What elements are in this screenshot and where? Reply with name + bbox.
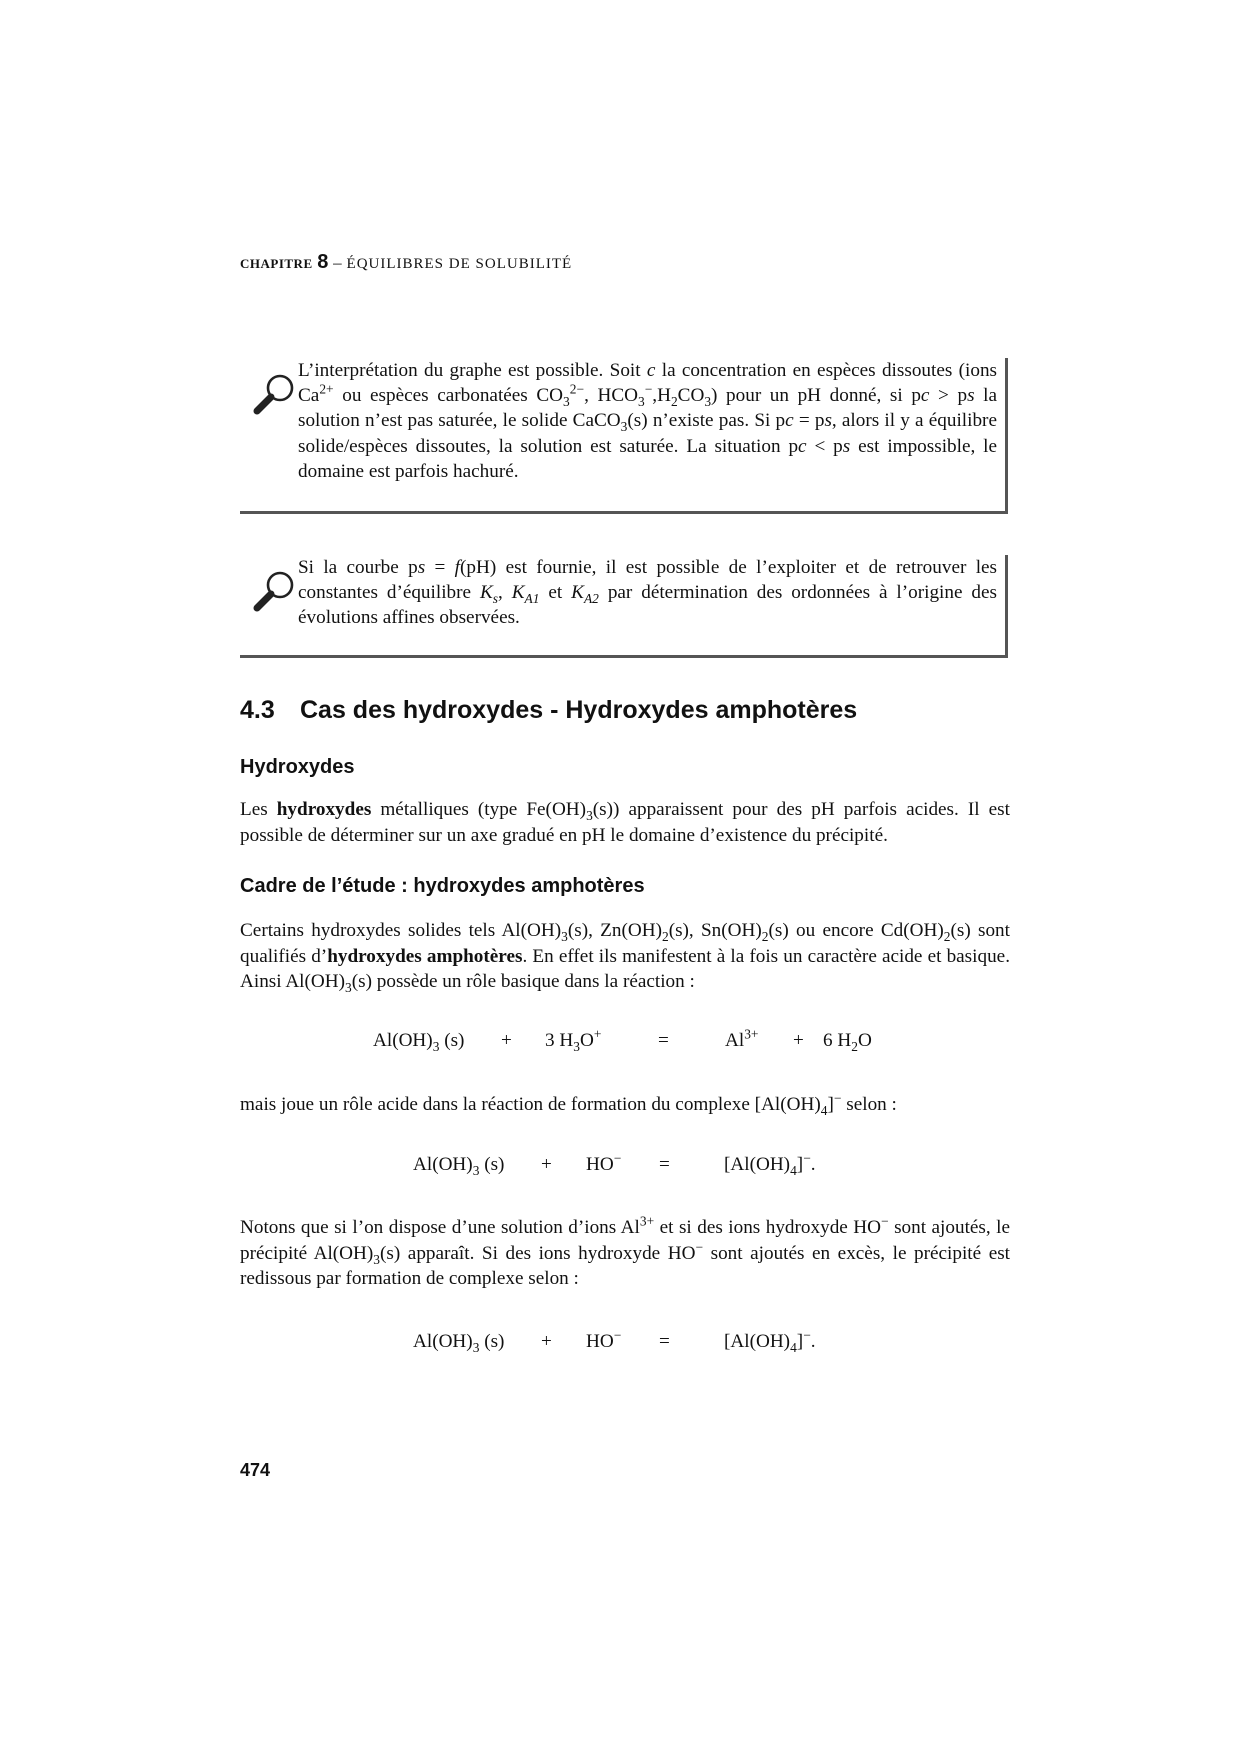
eq-plus: + <box>793 1030 804 1051</box>
paragraph-hydroxydes: Les hydroxydes métalliques (type $Fe(OH)_3(s)$) apparaissent pour des pH parfois acides. Il est possible de déterminer sur un axe gradué en pH le domaine d’existence du précipité. <box>240 799 1010 846</box>
eq-term-h3o: 3 $H_3O^+$ <box>545 1026 602 1054</box>
paragraph-amphoteres: Certains hydroxydes solides tels $Al(OH)_3(s)$, $Zn(OH)_2(s)$, $Sn(OH)_2(s)$ ou encore $Cd(OH)_2(s)$ sont qualifiés d’hydroxydes amphotères. En effet ils manifestent à la fois un caractère acide et basique. Ainsi $Al(OH)_3(s)$ possède un rôle basique dans la réaction : <box>240 920 1010 995</box>
eq-term-aloh3: $Al(OH)_3$ (s) <box>413 1154 505 1178</box>
eq-term-aloh4: $[Al(OH)_4]^-$. <box>724 1327 816 1355</box>
eq-plus: + <box>541 1331 552 1352</box>
page-number: 474 <box>240 1460 271 1480</box>
eq-term-ho: HO− <box>586 1150 622 1175</box>
magnifier-icon <box>252 569 296 613</box>
paragraph-precipitation: Notons que si l’on dispose d’une solution d’ions $Al^{3+}$ et si des ions hydroxyde HO− sont ajoutés, le précipité $Al(OH)_3(s)$ apparaît. Si des ions hydroxyde HO− sont ajoutés en excès, le précipité est redissous par formation de complexe selon : <box>240 1213 1011 1289</box>
running-head <box>240 251 572 274</box>
running-head-separator: – <box>328 253 347 272</box>
chapter-title: ÉQUILIBRES DE SOLUBILITÉ <box>346 256 573 272</box>
note-text: Si la courbe ps = f(pH) est fournie, il est possible de l’exploiter et de retrouver les constantes d’équilibre $K_s$, $K_{A1}$ et $K_{A2}$ par détermination des ordonnées à l’origine des évolutions affines observées. <box>298 557 998 629</box>
chapter-word: CHAPITRE <box>240 256 313 271</box>
eq-equals: = <box>658 1030 669 1051</box>
eq-term-al3: $Al^{3+}$ <box>725 1026 759 1051</box>
magnifier-icon <box>252 372 296 416</box>
note-box-ps-curve <box>240 555 1008 658</box>
chapter-number: 8 <box>317 251 329 273</box>
paragraph-acid-role: mais joue un rôle acide dans la réaction de formation du complexe $[Al(OH)_4]^-$ selon : <box>240 1090 897 1118</box>
note-box-graph-interpretation <box>240 358 1008 514</box>
subsection-heading-hydroxydes: Hydroxydes <box>240 756 355 778</box>
eq-plus: + <box>541 1154 552 1175</box>
subsection-heading-amphoteres: Cadre de l’étude : hydroxydes amphotères <box>240 875 645 897</box>
section-heading: 4.3 Cas des hydroxydes - Hydroxydes amphotères <box>240 696 858 724</box>
eq-term-aloh3: $Al(OH)_3$ (s) <box>373 1030 465 1054</box>
eq-term-h2o: 6 $H_2O$ <box>823 1030 872 1054</box>
eq-term-ho: HO− <box>586 1327 622 1352</box>
eq-equals: = <box>659 1154 670 1175</box>
page <box>240 0 1010 1754</box>
eq-plus: + <box>501 1030 512 1051</box>
eq-term-aloh4: $[Al(OH)_4]^-$. <box>724 1150 816 1178</box>
eq-term-aloh3: $Al(OH)_3$ (s) <box>413 1331 505 1355</box>
note-text: L’interprétation du graphe est possible. Soit c la concentration en espèces dissoutes (ions $Ca^{2+}$ ou espèces carbonatées $CO_3^{2-}$, $HCO_3^-,H_2CO_3$) pour un pH donné, si pc > ps la solution n’est pas saturée, le solide CaCO$_3$(s) n’existe pas. Si pc = ps, alors il y a équilibre solide/espèces dissoutes, la solution est saturée. La situation pc < ps est impossible, le domaine est parfois hachuré. <box>298 360 998 482</box>
eq-equals: = <box>659 1331 670 1352</box>
